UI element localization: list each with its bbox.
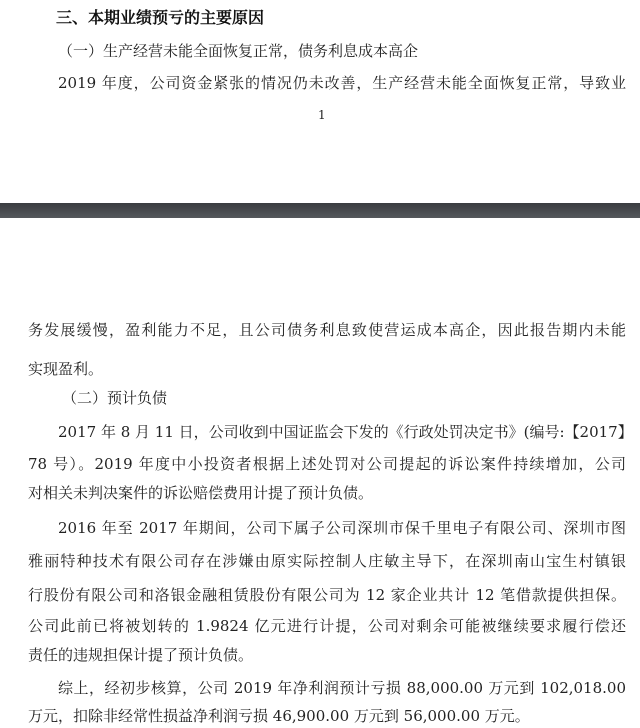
- paragraph-line: 务发展缓慢，盈利能力不足，且公司债务利息致使营运成本高企，因此报告期内未能: [28, 321, 626, 339]
- paragraph-line: 雅丽特种技术有限公司存在涉嫌由原实际控制人庄敏主导下，在深圳南山宝生村镇银: [28, 552, 626, 570]
- paragraph-line: 2019 年度，公司资金紧张的情况仍未改善，生产经营未能全面恢复正常，导致业: [58, 74, 626, 92]
- paragraph-line: 实现盈利。: [28, 360, 104, 378]
- paragraph-line: 综上，经初步核算，公司 2019 年净利润预计亏损 88,000.00 万元到 102,018.00: [58, 679, 626, 697]
- paragraph-line: 公司此前已将被划转的 1.9824 亿元进行计提，公司对剩余可能被继续要求履行偿还: [28, 617, 626, 635]
- subheading-2: （二）预计负债: [62, 389, 168, 407]
- subheading-1: （一）生产经营未能全面恢复正常，债务利息成本高企: [58, 42, 419, 60]
- page-number: 1: [318, 108, 326, 122]
- paragraph-line: 责任的违规担保计提了预计负债。: [28, 646, 254, 664]
- paragraph-line: 2017 年 8 月 11 日，公司收到中国证监会下发的《行政处罚决定书》(编号:【2017】: [58, 423, 633, 441]
- section-heading: 三、本期业绩预亏的主要原因: [56, 8, 265, 27]
- paragraph-line: 万元，扣除非经常性损益净利润亏损 46,900.00 万元到 56,000.00 万元。: [28, 707, 530, 725]
- page-separator: [0, 203, 640, 218]
- paragraph-line: 2016 年至 2017 年期间，公司下属子公司深圳市保千里电子有限公司、深圳市图: [58, 519, 626, 537]
- paragraph-line: 78 号）。2019 年度中小投资者根据上述处罚对公司提起的诉讼案件持续增加，公司: [28, 455, 626, 473]
- paragraph-line: 对相关未判决案件的诉讼赔偿费用计提了预计负债。: [28, 484, 374, 502]
- paragraph-line: 行股份有限公司和洛银金融租赁股份有限公司为 12 家企业共计 12 笔借款提供担保。: [28, 586, 626, 604]
